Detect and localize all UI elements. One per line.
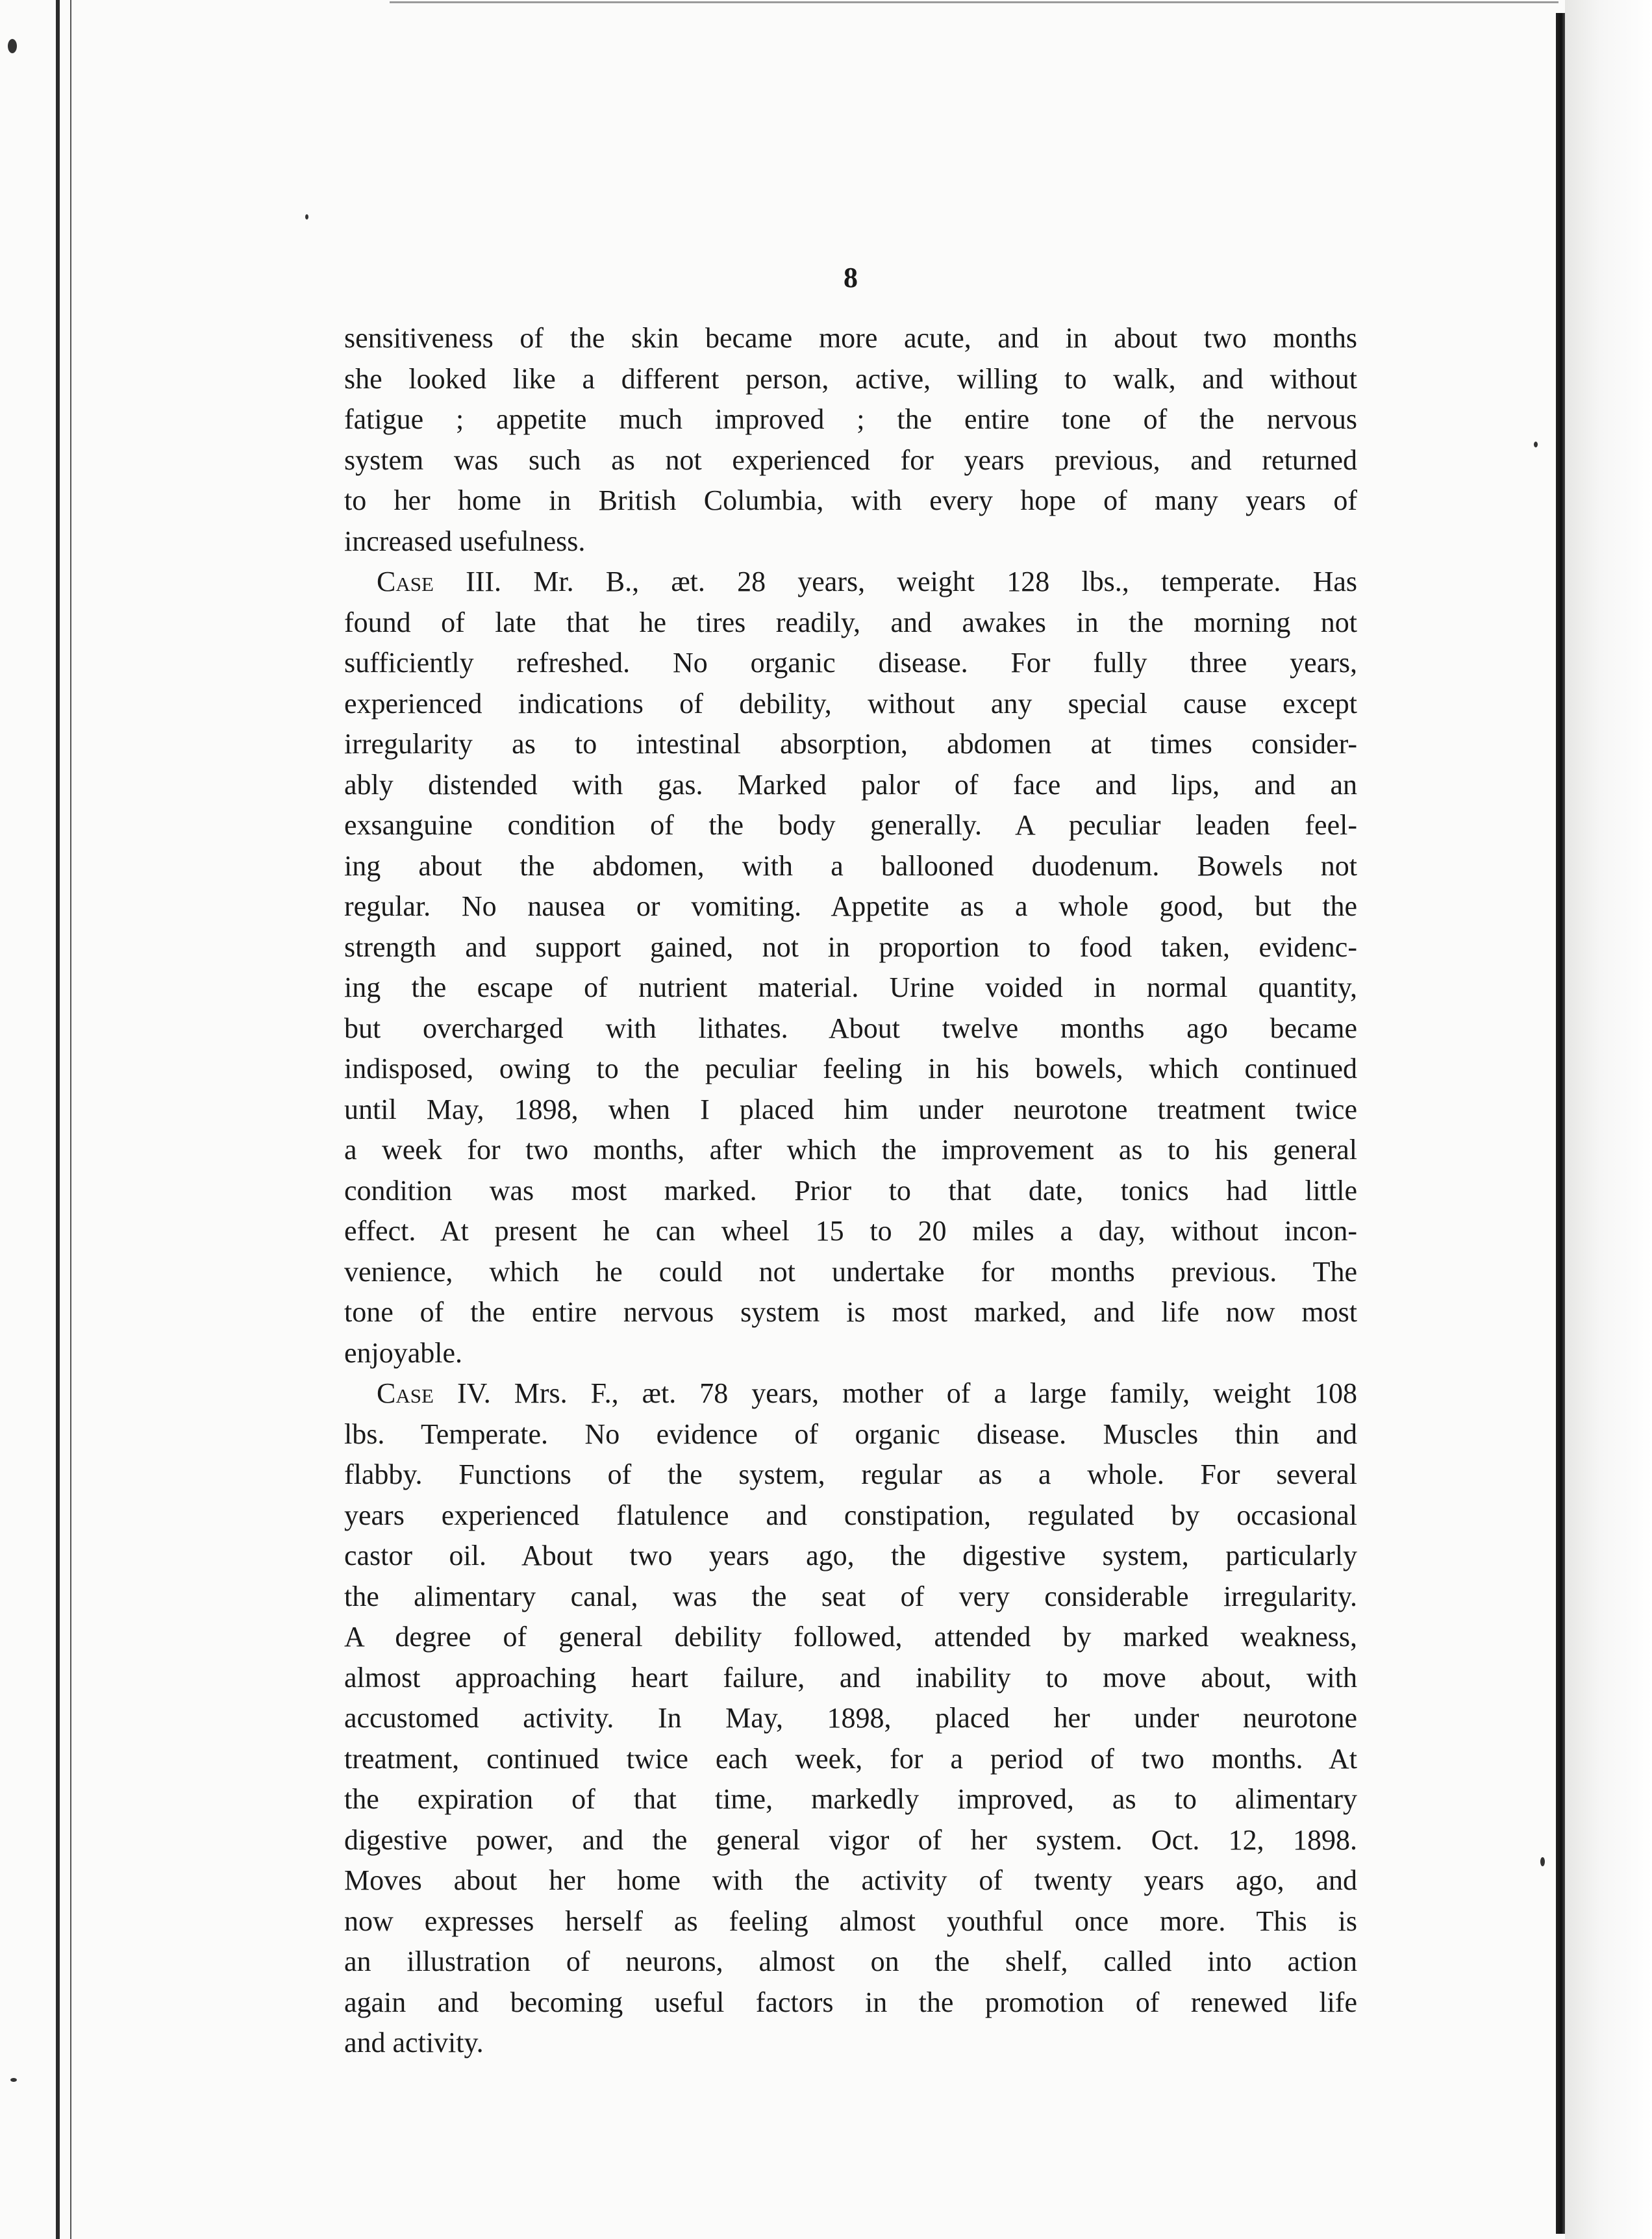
paragraph-case-3 (344, 562, 1357, 1373)
text-line: digestive power, and the general vigor of her system. Oct. 12, 1898. (344, 1823, 1357, 1856)
text-line: and activity. (344, 2027, 484, 2058)
page-edge-right (1556, 13, 1565, 2234)
text-line: ing about the abdomen, with a ballooned duodenum. Bowels not (344, 849, 1357, 882)
text-line: flabby. Functions of the system, regular as a whole. For several (344, 1458, 1357, 1490)
text-line: irregularity as to intestinal absorption, abdomen at times consider- (344, 728, 1357, 760)
text-line-rest: Mrs. F., æt. 78 years, mother of a large family, weight 108 (490, 1377, 1357, 1409)
binding-edge-left (56, 0, 60, 2239)
scan-speck (305, 214, 308, 219)
text-line: accustomed activity. In May, 1898, placed her under neurotone (344, 1702, 1357, 1734)
text-line: now expresses herself as feeling almost youthful once more. This is (344, 1905, 1357, 1937)
paragraph-continuation (344, 318, 1357, 562)
text-line: until May, 1898, when I placed him under neurotone treatment twice (344, 1093, 1357, 1125)
text-line: fatigue ; appetite much improved ; the entire tone of the nervous (344, 403, 1357, 435)
paragraph-case-4 (344, 1373, 1357, 2064)
page-edge-shadow (1565, 0, 1652, 2239)
case-heading: Case III. (377, 566, 502, 597)
text-line: again and becoming useful factors in the promotion of renewed life (344, 1986, 1357, 2018)
scan-speck (8, 39, 17, 53)
body-text (344, 318, 1357, 2064)
text-line: almost approaching heart failure, and inability to move about, with (344, 1661, 1357, 1694)
text-line: tone of the entire nervous system is most marked, and life now most (344, 1296, 1357, 1328)
text-line: but overcharged with lithates. About twelve months ago became (344, 1012, 1357, 1044)
text-line: sensitiveness of the skin became more acute, and in about two months (344, 322, 1357, 354)
scan-speck (1534, 442, 1538, 447)
text-line: A degree of general debility followed, attended by marked weakness, (344, 1621, 1357, 1653)
text-line: experienced indications of debility, without any special cause except (344, 687, 1357, 719)
text-line: sufficiently refreshed. No organic disease. For fully three years, (344, 647, 1357, 679)
page-number: 8 (844, 262, 858, 294)
text-line: increased usefulness. (344, 525, 586, 557)
text-line: ing the escape of nutrient material. Urine voided in normal quantity, (344, 971, 1357, 1003)
text-line: she looked like a different person, active, willing to walk, and without (344, 362, 1357, 395)
text-line: years experienced flatulence and constipation, regulated by occasional (344, 1499, 1357, 1531)
text-line (344, 1373, 1357, 1414)
text-line: Moves about her home with the activity of twenty years ago, and (344, 1864, 1357, 1896)
text-line (344, 562, 1357, 603)
text-line: enjoyable. (344, 1336, 463, 1369)
binding-edge-left-thin (70, 0, 71, 2239)
text-line: venience, which he could not undertake for months previous. The (344, 1255, 1357, 1288)
text-line-rest: Mr. B., æt. 28 years, weight 128 lbs., temperate. Has (501, 566, 1357, 597)
text-line: effect. At present he can wheel 15 to 20 miles a day, without incon- (344, 1215, 1357, 1247)
text-line: strength and support gained, not in proportion to food taken, evidenc- (344, 931, 1357, 963)
text-line: lbs. Temperate. No evidence of organic disease. Muscles thin and (344, 1418, 1357, 1450)
text-line: castor oil. About two years ago, the digestive system, particularly (344, 1540, 1357, 1571)
text-line: exsanguine condition of the body generally. A peculiar leaden feel- (344, 809, 1357, 841)
text-line: found of late that he tires readily, and awakes in the morning not (344, 606, 1357, 638)
text-line: indisposed, owing to the peculiar feeling in his bowels, which continued (344, 1053, 1357, 1084)
scan-speck (1540, 1857, 1545, 1866)
text-line: an illustration of neurons, almost on the shelf, called into action (344, 1945, 1357, 1977)
scan-speck (10, 2078, 17, 2082)
text-line: to her home in British Columbia, with every hope of many years of (344, 484, 1357, 516)
text-line: ably distended with gas. Marked palor of face and lips, and an (344, 768, 1357, 801)
top-rule (390, 1, 1558, 3)
text-line: the alimentary canal, was the seat of very considerable irregularity. (344, 1580, 1357, 1612)
text-line: the expiration of that time, markedly improved, as to alimentary (344, 1783, 1357, 1815)
text-line: regular. No nausea or vomiting. Appetite as a whole good, but the (344, 890, 1357, 922)
case-heading: Case IV. (377, 1377, 491, 1409)
text-line: a week for two months, after which the improvement as to his general (344, 1134, 1357, 1166)
text-line: treatment, continued twice each week, for a period of two months. At (344, 1742, 1357, 1775)
text-line: condition was most marked. Prior to that date, tonics had little (344, 1174, 1357, 1207)
text-line: system was such as not experienced for years previous, and returned (344, 444, 1357, 476)
